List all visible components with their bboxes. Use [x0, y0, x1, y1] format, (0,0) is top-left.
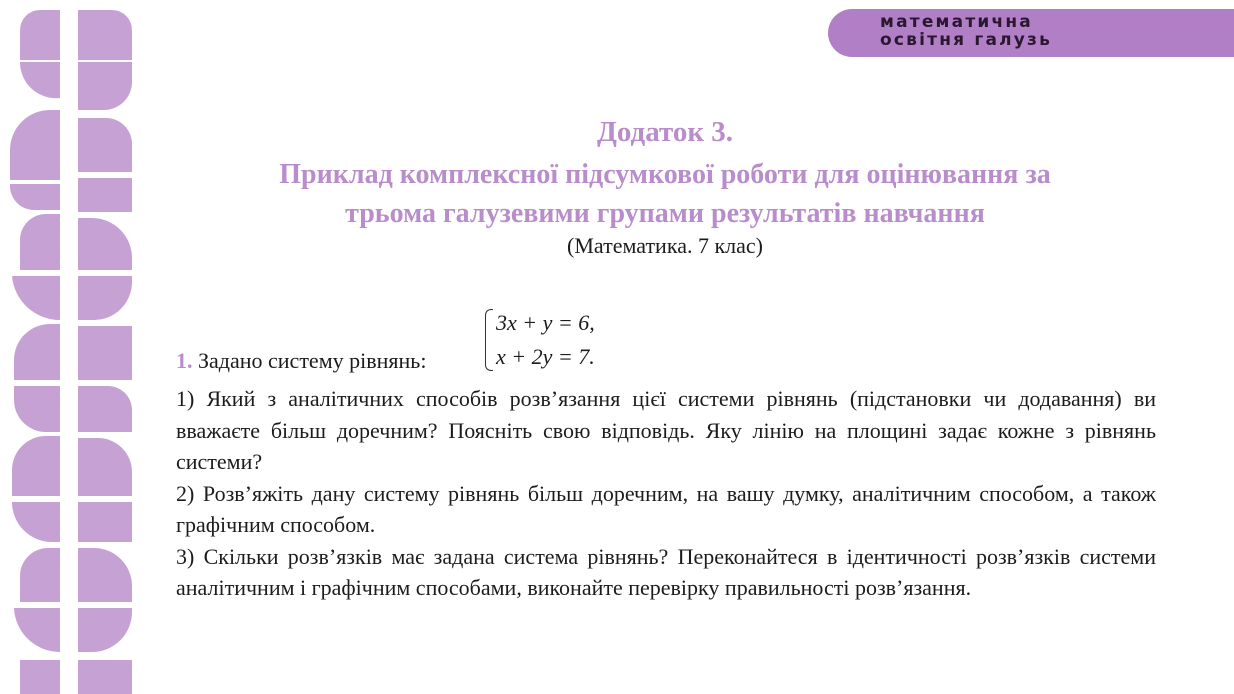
equation-2: x + 2y = 7.	[496, 344, 595, 369]
task-heading	[176, 345, 1156, 377]
decorative-border-pattern	[0, 0, 140, 694]
section-badge	[828, 9, 1234, 57]
task-intro: Задано систему рівнянь:	[198, 348, 427, 373]
subtitle-line-1: Приклад комплексної підсумкової роботи для оцінювання за	[279, 159, 1051, 190]
task-number: 1.	[176, 348, 193, 373]
appendix-title: Додаток 3.	[596, 116, 734, 148]
task-item-2: 2) Розв’яжіть дану систему рівнянь більш доречним, на вашу думку, аналітичним способом, а також графічним способом.	[176, 480, 1156, 537]
task-items	[176, 383, 1156, 604]
document-subtitle	[150, 155, 1180, 233]
subtitle-line-2: трьома галузевими групами результатів навчання	[345, 198, 985, 229]
task-item-1: 1) Який з аналітичних способів розв’язання цієї системи рівнянь (підстановки чи додавання) ви вважаєте більш доречним? Поясніть свою відповідь. Яку лінію на площині задає кожне з рівнянь системи?	[176, 386, 1156, 474]
equation-1: 3x + y = 6,	[496, 310, 595, 335]
task-item-3: 3) Скільки розв’язків має задана система рівнянь? Переконайтеся в ідентичності розв’язків системи аналітичним і графічним способами, виконайте перевірку правильності розв’язання.	[176, 543, 1156, 600]
badge-line-1: математична	[880, 12, 1033, 32]
subject-label: (Математика. 7 клас)	[567, 233, 763, 258]
badge-line-2: освітня галузь	[880, 30, 1053, 50]
